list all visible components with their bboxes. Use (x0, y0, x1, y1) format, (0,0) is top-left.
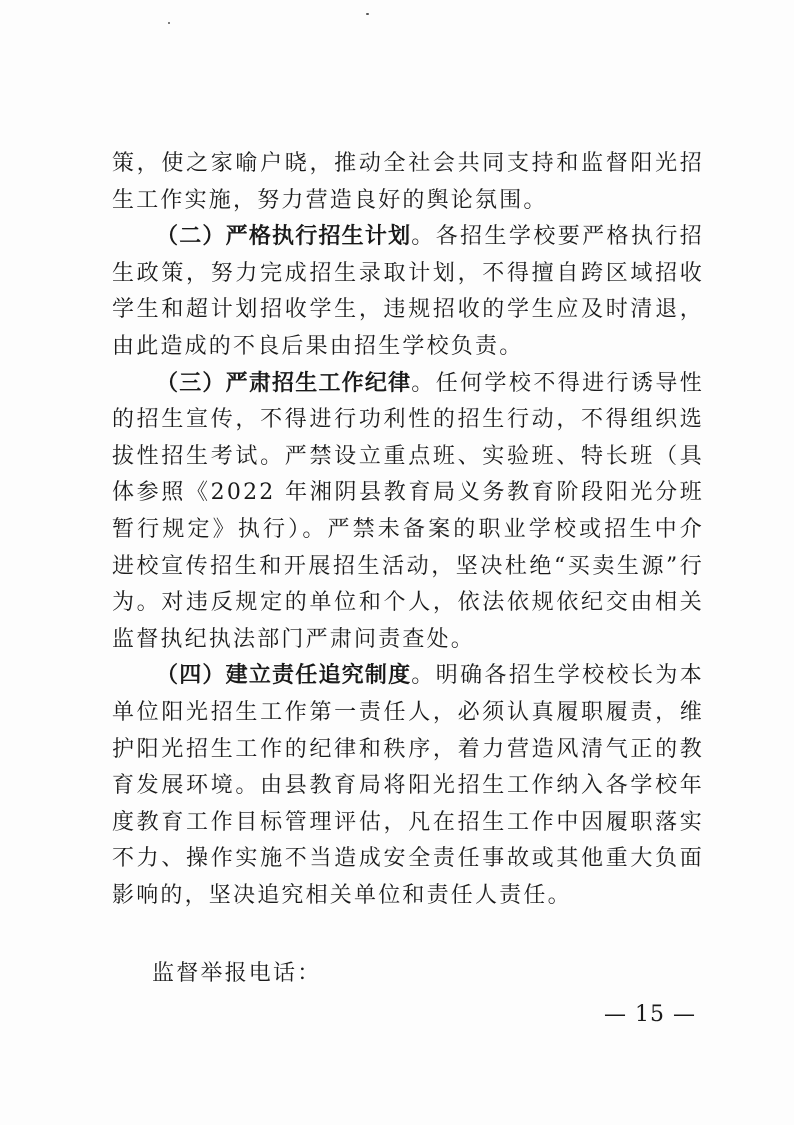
paragraph-enrollment-discipline (112, 366, 704, 659)
section-heading: （四）建立责任追究制度 (156, 663, 412, 689)
paragraph-enrollment-plan (112, 219, 704, 365)
hotline-label: 监督举报电话： (152, 961, 322, 986)
paragraph-text: 。任何学校不得进行诱导性的招生宣传，不得进行功利性的招生行动，不得组织选拔性招生考试。严禁设立重点班、实验班、特长班（具体参照《2022 年湘阴县教育局义务教育阶段阳光分班暂行规定》执行）。严禁未备案的职业学校或招生中介进校宣传招生和开展招生活动，坚决杜绝“买卖生源”行为。对违反规定的单位和个人，依法依规依纪交由相关监督执纪执法部门严肃问责查处。 (112, 370, 704, 652)
scan-speck (366, 13, 369, 15)
paragraph-text: 策，使之家喻户晓，推动全社会共同支持和监督阳光招生工作实施，努力营造良好的舆论氛围。 (112, 151, 704, 213)
scan-speck (168, 22, 170, 24)
section-heading: （二）严格执行招生计划 (156, 224, 412, 250)
section-heading: （三）严肃招生工作纪律 (156, 370, 412, 396)
paragraph-text: 。明确各招生学校校长为本单位阳光招生工作第一责任人，必须认真履职履责，维护阳光招生工作的纪律和秩序，着力营造风清气正的教育发展环境。由县教育局将阳光招生工作纳入各学校年度教育工作目标管理评估，凡在招生工作中因履职落实不力、操作实施不当造成安全责任事故或其他重大负面影响的，坚决追究相关单位和责任人责任。 (112, 663, 704, 908)
paragraph-text: 。各招生学校要严格执行招生政策，努力完成招生录取计划，不得擅自跨区域招收学生和超计划招收学生，违规招收的学生应及时清退，由此造成的不良后果由招生学校负责。 (112, 224, 704, 359)
document-body (112, 146, 704, 914)
page-number: — 15 — (604, 1002, 696, 1027)
paragraph-accountability (112, 658, 704, 914)
paragraph-continuation (112, 146, 704, 219)
